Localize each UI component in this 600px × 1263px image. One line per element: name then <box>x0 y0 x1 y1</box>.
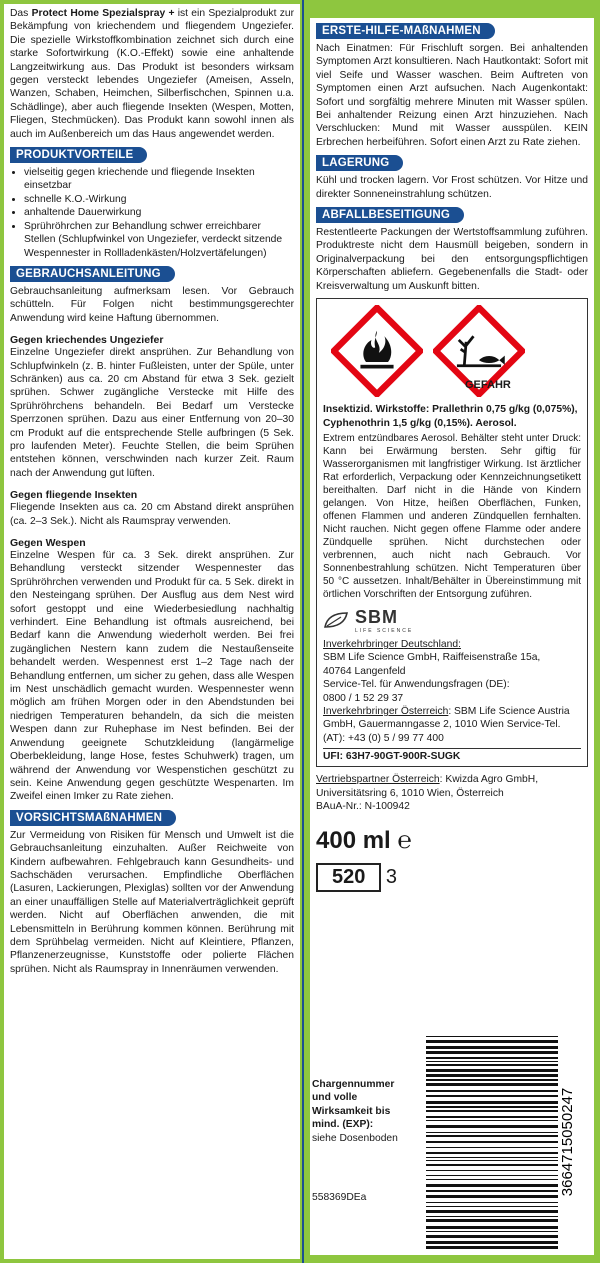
at-text: : SBM Life Science Austria GmbH, Gauermanngasse 2, 1010 Wien Service-Tel. (AT): +43 (0) 5 / 99 77 400 <box>323 705 570 744</box>
list-item: • vielseitig gegen kriechende und fliegende Insekten einsetzbar <box>24 166 294 193</box>
barcode-bar <box>426 1116 558 1118</box>
barcode-bar <box>426 1157 558 1158</box>
barcode-bar <box>426 1061 558 1062</box>
barcode-bar <box>426 1036 558 1037</box>
estimate-mark: ℮ <box>397 827 412 855</box>
barcode-bar <box>426 1164 558 1166</box>
wirkstoff-line-2: Cyphenothrin 1,5 g/kg (0,15%). Aerosol. <box>323 417 517 429</box>
charge-info <box>312 1078 412 1145</box>
flame-icon <box>331 305 423 397</box>
barcode-bar <box>426 1106 558 1108</box>
barcode-bar <box>426 1057 558 1059</box>
barcode-digits: 3664715050247 <box>559 1087 576 1197</box>
vertrieb-text: : Kwizda Agro GmbH, Universitätsring 6, 1010 Wien, Österreich <box>316 774 539 799</box>
charge-text: siehe Dosenboden <box>312 1132 398 1144</box>
sbm-sub: LIFE SCIENCE <box>355 627 414 634</box>
barcode-bar <box>426 1069 558 1072</box>
baua-number: BAuA-Nr.: N-100942 <box>316 800 410 812</box>
intro-text <box>10 7 294 141</box>
barcode-bar <box>426 1179 558 1180</box>
barcode-bar <box>426 1202 558 1203</box>
barcode-bar <box>426 1101 558 1104</box>
barcode-bar <box>426 1110 558 1112</box>
erste-hilfe-text: Nach Einatmen: Für Frischluft sorgen. Bei anhaltenden Symptomen Arzt konsultieren. Nach Hautkontakt: Sofort mit viel Seife und Wasser waschen. Beim Auftreten von Symptomen einen Arzt aufsuchen. Nach Augenkontakt: Sofort und sorgfältig mehrere Minuten mit Wasser spülen. Bei anhaltender Reizung einen Arzt hinzuziehen. Nach Verschlucken: Mund mit Wasser ausspülen. KEIN Erbrechen herbeiführen. Sofort einen Arzt zu Rate ziehen. <box>316 43 588 148</box>
heading-abfall: ABFALLBESEITIGUNG <box>316 207 464 223</box>
code-box: 520 <box>316 863 381 892</box>
barcode-bar <box>426 1132 558 1133</box>
vertrieb-info <box>316 773 588 800</box>
charge-label: Chargennummer und volle Wirksamkeit bis mind. (EXP): <box>312 1079 395 1131</box>
barcode-bar <box>426 1195 558 1198</box>
heading-erste-hilfe: ERSTE-HILFE-MAßNAHMEN <box>316 23 495 39</box>
subheading-fliegend: Gegen fliegende Insekten <box>10 489 138 502</box>
barcode-bar <box>426 1190 558 1192</box>
barcode-bar <box>426 1083 558 1086</box>
leaf-icon <box>323 611 349 629</box>
de-line: 0800 / 1 52 29 37 <box>323 692 404 704</box>
heading-vorsicht: VORSICHTSMAßNAHMEN <box>10 810 176 826</box>
volume-line <box>316 827 588 855</box>
barcode-bar <box>426 1160 558 1161</box>
hazard-text: Extrem entzündbares Aerosol. Behälter steht unter Druck: Kann bei Erwärmung bersten. Sehr giftig für Wasserorganismen mit langfristiger Wirkung. Ist ärztlicher Rat erforderlich, Verpackung oder Kennzeichnungsetikett bereithalten. Darf nicht in die Hände von Kindern gelangen. Von Hitze, heißen Oberflächen, Funken, offenen Flammen und anderen Zündquellen fernhalten. Nicht rauchen. Nicht gegen offene Flamme oder andere Zündquelle sprühen. Nicht durchstechen oder verbrennen, auch nicht nach Gebrauch. Vor Sonnenbestrahlung schützen. Nicht Temperaturen über 50 °C aussetzen. Inhalt/Behälter in Übereinstimmung mit örtlichen Vorschriften der Entsorgung zuführen. <box>323 432 581 600</box>
at-info <box>323 705 581 745</box>
fliegend-text: Fliegende Insekten aus ca. 20 cm Abstand direkt ansprühen (ca. 2–3 Sek.). Nicht als Raumspray verwenden. <box>10 502 294 527</box>
hazard-box <box>316 298 588 767</box>
barcode-bar <box>426 1074 558 1077</box>
lagerung-text: Kühl und trocken lagern. Vor Frost schützen. Vor Hitze und direkter Sonneneinstrahlung schützen. <box>316 175 588 200</box>
barcode-bar <box>426 1152 558 1154</box>
de-line: Service-Tel. für Anwendungsfragen (DE): <box>323 679 510 691</box>
kriechend-text: Einzelne Ungeziefer direkt ansprühen. Zur Behandlung von Schlupfwinkeln (z. B. hinter Fußleisten, unter der Spüle, unter Schränken) aus ca. 20 cm Abstand für etwa 3 Sek. gezielt sprühen. Schwer zugängliche Verstecke mit Hilfe des Sprühröhrchens behandeln. Bei Bedarf um Verstecke Sperrzonen sprühen. Dazu aus einer Entfernung von 20–30 cm Produkt auf die entsprechende Stelle aufbringen (5 Sek. pro laufenden Meter). Feuchte Stellen, die beim Sprühen entstehen können, verschwinden nach kurzer Zeit. Raum nach der Anwendung gut lüften. <box>10 347 294 479</box>
heading-gebrauchsanleitung: GEBRAUCHSANLEITUNG <box>10 266 175 282</box>
barcode-bar <box>426 1090 558 1092</box>
barcode-bar <box>426 1246 558 1249</box>
list-item: • schnelle K.O.-Wirkung <box>24 193 294 206</box>
produktvorteile-list <box>10 166 294 260</box>
at-label: Inverkehrbringer Österreich <box>323 705 449 717</box>
barcode-bar <box>426 1231 558 1232</box>
wespen-text: Einzelne Wespen für ca. 3 Sek. direkt ansprühen. Zur Behandlung versteckt sitzender Wespennester das Sprühröhrchen verwenden und Produkt für ca. 5 Sek. direkt in den Nesteingang sprühen. Der Ausflug aus dem Nest wird sofort gestoppt und eine Wiederbesiedlung nachhaltig verhindert. Eine Behandlung ist oftmals ausreichend, bei Bedarf kann die Anwendung wiederholt werden. Bei frei zugänglichen Nestern kann zudem die Nestaußenseite behandelt werden. Wespennest erst 1–2 Tage nach der Behandlung entfernen, um sicher zu gehen, dass alle Wespen im Nest unschädlich gemacht wurden. Wespennester wenn möglich am frühen Morgen oder in den Abendstunden bei niedrigen Temperaturen behandeln, da sich die meisten Wespen dann zur Ruhephase im Nest befinden. Bei der Anwendung geeignete Schutzkleidung (langärmelige Oberbekleidung, lange Hose, festes Schuhwerk) tragen, um während der Anwendung vor Wespenstichen geschützt zu sein. Keine Anwendung gegen geschützte Wespenarten. Im Zweifel einen Imker zu Rate ziehen. <box>10 550 294 803</box>
barcode-bar <box>426 1147 558 1148</box>
heading-lagerung: LAGERUNG <box>316 155 403 171</box>
abfall-text: Restentleerte Packungen der Wertstoffsammlung zuführen. Produktreste nicht dem Hausmüll beigeben, sondern in Originalverpackung bei den entsorgungspflichtigen Körperschaften abliefern. Gegebenenfalls die Stadt- oder Kreisverwaltung um Auskunft bitten. <box>316 227 588 292</box>
wirkstoff-line-1: Insektizid. Wirkstoffe: Prallethrin 0,75 g/kg (0,075%), <box>323 404 578 416</box>
code-mark: 3 <box>385 866 397 889</box>
vorsicht-text: Zur Vermeidung von Risiken für Mensch und Umwelt ist die Gebrauchsanleitung einzuhalten. Außer Reichweite von Kindern aufbewahren. Fehlgebrauch kann Gesundheits- und Sachschäden verursachen. Empfindliche Oberflächen (Lasuren, Lackierungen, Plexiglas) sollten vor der Anwendung an einer unauffälligen Stelle auf Materialverträglichkeit geprüft werden. Nicht auf Oberflächen anwenden, die mit Lebensmitteln in Berührung kommen können. Berührung mit dem Sprühbelag vermeiden. Nicht auf Kleintiere, Pflanzen, Pflanzenerzeugnisse, Kunststoffe oder polierte Flächen sprühen. Nicht als Raumspray in Innenräumen verwenden. <box>10 829 294 975</box>
de-label: Inverkehrbringer Deutschland: <box>323 638 461 650</box>
barcode-bar <box>426 1135 558 1137</box>
de-line: SBM Life Science GmbH, Raiffeisenstraße 15a, <box>323 652 541 664</box>
intro-segment: ist ein Spezialprodukt zur Bekämpfung von kriechendem und fliegendem Ungeziefer. Die spezielle Wirkstoffkombination zeichnet sich durch eine starke Sofortwirkung (K.O.-Effekt) sowie eine anhaltende Langzeitwirkung aus. Das Produkt ist besonders wirksam gegen versteckt lebendes Ungeziefer (Ameisen, Asseln, Wanzen, Schaben, Heimchen, Silberfischchen, Spinnen u.a. Schädlinge), aber auch fliegende Insekten (Wespen, Motten, Fliegen, Stechmücken). Das Produkt kann sowohl innen als auch im Außenbereich um das Haus angewendet werden. <box>10 8 295 140</box>
barcode-bar <box>426 1040 558 1043</box>
barcode-bar <box>426 1241 558 1244</box>
gebrauch-text: Gebrauchsanleitung aufmerksam lesen. Vor Gebrauch schütteln. Für Folgen nicht bestimmungsgerechter Anwendung wird keine Haftung übernommen. <box>10 285 294 324</box>
heading-produktvorteile: PRODUKTVORTEILE <box>10 147 147 163</box>
vertrieb-label: Vertriebspartner Österreich <box>316 774 440 786</box>
list-item: • Sprühröhrchen zur Behandlung schwer erreichbarer Stellen (Schlupfwinkel von Ungeziefer, verdeckt sitzende Wespennester in Rollladenkästen/Holzvertäfelungen) <box>24 220 294 260</box>
barcode-bar <box>426 1210 558 1213</box>
sbm-name: SBM <box>355 606 398 627</box>
barcode-bar <box>426 1051 558 1054</box>
barcode-bar <box>426 1120 558 1121</box>
barcode-bar <box>426 1079 558 1081</box>
sbm-logo <box>323 607 581 634</box>
barcode-bar <box>426 1141 558 1143</box>
right-column <box>304 0 600 1263</box>
subheading-kriechend: Gegen kriechendes Ungeziefer <box>10 334 164 347</box>
lot-number: 558369DEa <box>312 1192 367 1203</box>
barcode-bar <box>426 1125 558 1128</box>
product-name: Protect Home Spezialspray + <box>31 8 175 19</box>
barcode-bar <box>426 1170 558 1171</box>
left-panel <box>4 4 300 1259</box>
barcode-bar <box>426 1235 558 1238</box>
barcode-bar <box>426 1095 558 1097</box>
code-line <box>316 855 588 892</box>
volume: 400 ml <box>316 827 391 855</box>
barcode-bar <box>426 1206 558 1207</box>
de-line: 40764 Langenfeld <box>323 665 406 677</box>
barcode-bar <box>426 1184 558 1187</box>
barcode-bar <box>426 1226 558 1229</box>
ufi-code: UFI: 63H7-90GT-900R-SUGK <box>323 748 581 762</box>
barcode-bar <box>426 1046 558 1049</box>
intro-segment: Das <box>10 8 32 19</box>
barcode-bar <box>426 1175 558 1176</box>
barcode <box>422 1030 588 1255</box>
subheading-wespen: Gegen Wespen <box>10 537 86 549</box>
signal-word: GEFAHR <box>465 379 511 392</box>
barcode-bar <box>426 1216 558 1217</box>
list-item: • anhaltende Dauerwirkung <box>24 206 294 219</box>
barcode-bar <box>426 1219 558 1222</box>
barcode-bar <box>426 1064 558 1066</box>
